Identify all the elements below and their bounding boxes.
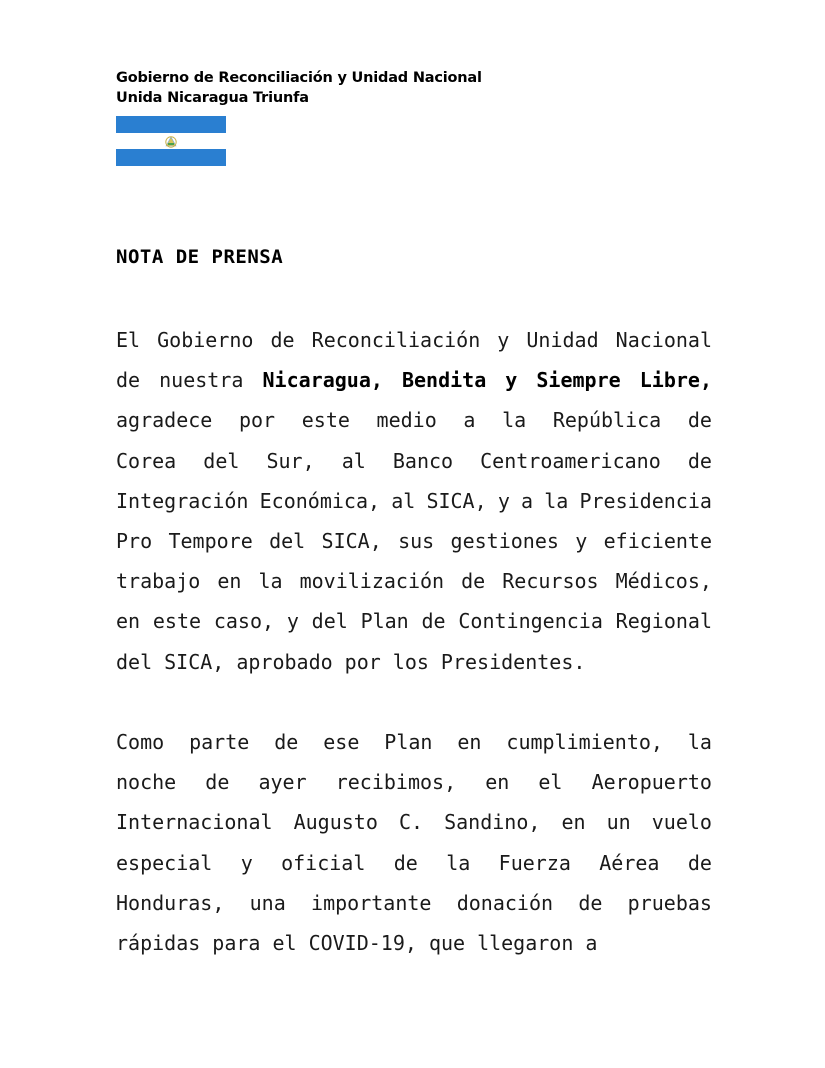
word: aprobado xyxy=(236,649,333,674)
text-line xyxy=(116,642,712,682)
word: Económica, xyxy=(259,488,381,513)
letterhead-government-name: Gobierno de Reconciliación y Unidad Nacional xyxy=(116,70,482,86)
word: una xyxy=(249,890,286,915)
word: Regional xyxy=(615,609,712,634)
word: en xyxy=(217,569,242,594)
word: medio xyxy=(376,408,437,433)
text-line xyxy=(116,883,712,923)
letterhead xyxy=(116,68,482,108)
word: Aeropuerto xyxy=(591,770,712,795)
word: Aérea xyxy=(599,850,660,875)
word: Plan xyxy=(384,730,433,754)
paragraph-donation xyxy=(116,722,712,963)
word: Médicos, xyxy=(615,569,712,594)
word: del xyxy=(116,649,153,674)
word: llegaron xyxy=(477,930,574,955)
bold-word: y xyxy=(505,368,518,393)
word: caso, xyxy=(213,609,275,634)
word: a xyxy=(463,408,476,433)
word: El xyxy=(116,328,141,352)
word: al xyxy=(391,488,416,513)
word: importante xyxy=(311,890,432,915)
text-line xyxy=(116,762,712,802)
word: la xyxy=(544,488,569,513)
word: cumplimiento, xyxy=(506,730,663,754)
word: del xyxy=(203,448,240,473)
word: Pro xyxy=(116,528,153,553)
word: gestiones xyxy=(450,528,559,553)
word: de xyxy=(421,609,446,634)
word: Unidad xyxy=(526,328,599,352)
word: recibimos, xyxy=(335,770,457,795)
word: este xyxy=(152,609,202,634)
word: Plan xyxy=(360,609,409,634)
word: Corea xyxy=(116,448,177,473)
page-title: NOTA DE PRENSA xyxy=(116,246,284,268)
word: ayer xyxy=(258,770,307,795)
word: la xyxy=(687,730,712,754)
word: en xyxy=(561,810,586,835)
bold-word: Bendita xyxy=(401,368,487,393)
word: de xyxy=(687,408,712,433)
text-line xyxy=(116,481,712,521)
text-line xyxy=(116,521,712,561)
word: del xyxy=(269,528,306,553)
word: por xyxy=(238,408,276,433)
word: y xyxy=(497,488,510,513)
text-line xyxy=(116,802,712,842)
word: eficiente xyxy=(603,528,712,553)
word: al xyxy=(341,448,366,473)
word: Recursos xyxy=(502,569,599,594)
bold-word: Nicaragua, xyxy=(262,368,383,393)
word: que xyxy=(428,930,466,955)
word: Contingencia xyxy=(458,609,603,634)
word: Tempore xyxy=(168,528,253,553)
word: vuelo xyxy=(651,810,712,835)
word: C. xyxy=(398,810,424,835)
word: Presidencia xyxy=(579,488,712,513)
word: Sandino, xyxy=(444,810,541,835)
word: donación xyxy=(456,890,554,915)
word: Presidentes. xyxy=(440,649,586,674)
word: la xyxy=(258,569,283,594)
letterhead-slogan: Unida Nicaragua Triunfa xyxy=(116,90,309,106)
word: para xyxy=(212,930,261,955)
word: los xyxy=(392,649,429,674)
word: COVID-19, xyxy=(308,930,417,955)
word: la xyxy=(502,408,527,433)
word: de xyxy=(393,850,418,875)
bold-word: Libre, xyxy=(639,368,712,393)
word: de xyxy=(205,770,230,795)
word: de xyxy=(687,448,712,473)
word: en xyxy=(457,730,482,754)
word: SICA, xyxy=(164,649,225,674)
word: de xyxy=(270,328,295,352)
word: agradece xyxy=(116,408,213,433)
word: de xyxy=(274,730,299,754)
word: Honduras, xyxy=(116,890,225,915)
bold-word: Siempre xyxy=(536,368,621,393)
word: Integración xyxy=(116,488,249,513)
word: y xyxy=(286,609,299,634)
word: trabajo xyxy=(116,569,201,594)
word: por xyxy=(344,649,381,674)
word: Reconciliación xyxy=(311,328,481,352)
nicaragua-flag-icon xyxy=(116,116,226,166)
word: en xyxy=(116,609,141,634)
word: ese xyxy=(323,730,360,754)
word: de xyxy=(687,850,712,875)
word: y xyxy=(575,528,588,553)
word: nuestra xyxy=(159,368,244,393)
word: Nacional xyxy=(615,328,712,352)
word: de xyxy=(461,569,486,594)
word: a xyxy=(521,488,534,513)
word: rápidas xyxy=(116,930,201,955)
word: Banco xyxy=(392,448,454,473)
word: un xyxy=(606,810,631,835)
paragraph-intro xyxy=(116,320,712,682)
word: el xyxy=(272,930,297,955)
word: Como xyxy=(116,730,165,754)
word: parte xyxy=(189,730,250,754)
word: pruebas xyxy=(627,890,712,915)
text-line xyxy=(116,601,712,641)
word: movilización xyxy=(299,569,445,594)
word: oficial xyxy=(281,850,366,875)
word: SICA, xyxy=(321,528,382,553)
word: Sur, xyxy=(266,448,315,473)
word: este xyxy=(301,408,350,433)
word: la xyxy=(446,850,471,875)
word: del xyxy=(311,609,348,634)
word: Internacional xyxy=(116,810,273,835)
word: Fuerza xyxy=(498,850,571,875)
word: República xyxy=(552,408,662,433)
word: especial xyxy=(116,850,213,875)
text-line xyxy=(116,923,712,963)
word: noche xyxy=(116,770,177,795)
text-line xyxy=(116,441,712,481)
word: en xyxy=(485,770,510,795)
text-line xyxy=(116,843,712,883)
word: de xyxy=(116,368,141,393)
word: y xyxy=(497,328,510,352)
text-line xyxy=(116,722,712,762)
word: SICA, xyxy=(426,488,487,513)
text-line xyxy=(116,561,712,601)
word: Centroamericano xyxy=(480,448,661,473)
word: a xyxy=(585,930,598,955)
text-line xyxy=(116,320,712,360)
text-line xyxy=(116,400,712,440)
word: y xyxy=(240,850,253,875)
text-line xyxy=(116,360,712,400)
word: Gobierno xyxy=(157,328,254,352)
word: Augusto xyxy=(293,810,378,835)
word: el xyxy=(538,770,563,795)
word: sus xyxy=(398,528,435,553)
word: de xyxy=(578,890,603,915)
